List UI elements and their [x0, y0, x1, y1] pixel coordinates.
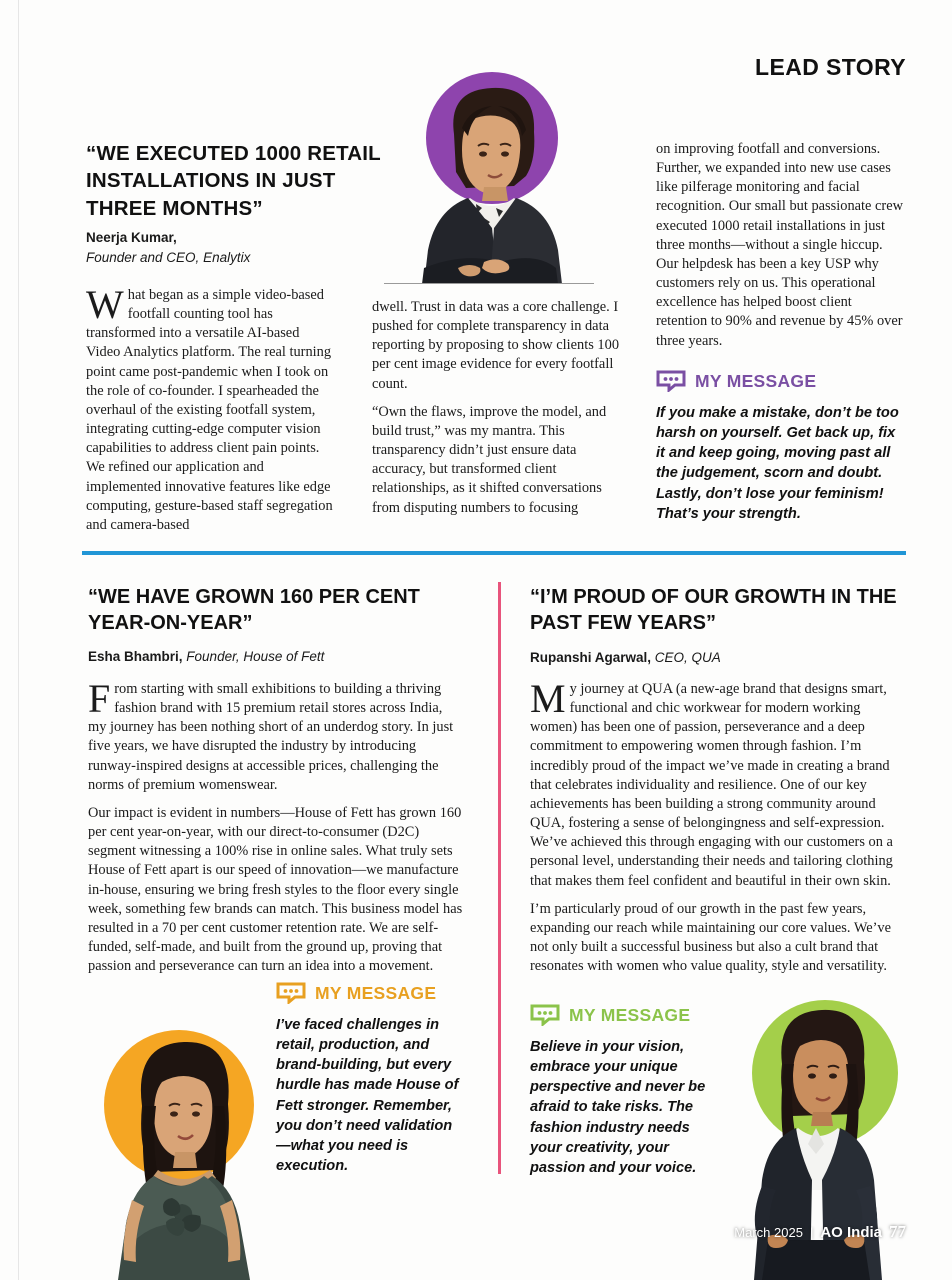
- my-message-header: [530, 1004, 725, 1026]
- my-message-block-lead: [656, 370, 908, 524]
- lead-author-role: Founder and CEO, Enalytix: [86, 249, 251, 265]
- bottom-left-author-role: Founder, House of Fett: [186, 649, 325, 664]
- bottom-right-byline: [530, 650, 906, 665]
- page-title: LEAD STORY: [755, 54, 906, 80]
- portrait-baseline-rule: [384, 283, 594, 284]
- footer-brand: AO India: [820, 1224, 882, 1241]
- bottom-right-author-name: Rupanshi Agarwal,: [530, 650, 652, 665]
- chat-bubble-icon: [530, 1004, 560, 1026]
- paragraph: What began as a simple video-based footfall counting tool has transformed into a versatile AI-based Video Analytics platform. The real turning point came post-pandemic when I took on the role of co-founder. I spearheaded the overhaul of the existing footfall system, integrating cutting-edge computer vision capabilities to address client pain points. We refined our application and implemented innovative features like edge computing, gesture-based staff segregation and camera-based: [86, 282, 333, 533]
- paragraph: From starting with small exhibitions to building a thriving fashion brand with 15 premium retail stores across India, my journey has been nothing short of an underdog story. In just five years, we have disrupted the industry by introducing runway-inspired designs at accessible prices, challenging the norms of premium womenswear.: [88, 676, 454, 793]
- lead-author-name: Neerja Kumar,: [86, 230, 177, 245]
- section-divider-blue: [82, 551, 906, 555]
- bottom-left-body: [88, 676, 464, 985]
- bottom-left-author-name: Esha Bhambri,: [88, 649, 183, 664]
- portrait-esha-bhambri: [82, 1010, 282, 1280]
- portrait-neerja-kumar: [384, 72, 594, 284]
- page-edge-rule: [18, 0, 19, 1280]
- paragraph: Our impact is evident in numbers—House of Fett has grown 160 per cent year-on-year, with our direct-to-consumer (D2C) segment witnessing a 100% rise in online sales. What truly sets House of Fett apart is our speed of innovation—we manufacture in-house, ensuring we bring fresh styles to the floor every single week, something few brands can match. This business model has resulted in a 70 per cent customer retention rate. We are self-funded, self-made, and built from the ground up, proving that passion and perseverance can turn an idea into a movement.: [88, 804, 463, 975]
- lead-byline: [86, 228, 406, 267]
- my-message-header: [276, 982, 466, 1004]
- paragraph: “Own the flaws, improve the model, and build trust,” was my mantra. This transparency didn’t just ensure data accuracy, but transformed client relationships, as it shifted conversations from disputing numbers to focusing: [372, 403, 607, 516]
- my-message-header: [656, 370, 908, 392]
- column-divider-pink: [498, 582, 501, 1174]
- paragraph: dwell. Trust in data was a core challenge. I pushed for complete transparency in data reporting by proposing to show clients 100 per cent image evidence for every footfall count.: [372, 299, 620, 392]
- chat-bubble-icon: [276, 982, 306, 1004]
- my-message-label: MY MESSAGE: [695, 370, 817, 391]
- my-message-label: MY MESSAGE: [569, 1004, 691, 1025]
- bottom-right-author-role: CEO, QUA: [654, 650, 721, 665]
- lead-column-3: [656, 140, 906, 360]
- paragraph: My journey at QUA (a new-age brand that designs smart, functional and chic workwear for modern working women) has been one of passion, perseverance and a deep commitment to empowering women through fashion. I’m incredibly proud of the impact we’ve made in creating a brand that celebrates individuality and resilience. One of our key achievements has been building a strong community around QUA, fostering a sense of belongingness and self-expression. We’ve achieved this through engaging with our customers on a personal level, understanding their needs and tailoring clothing that makes them feel confident and beautiful in their own skin.: [530, 676, 893, 889]
- portrait-illustration: [384, 72, 594, 284]
- my-message-text: I’ve faced challenges in retail, production, and brand-building, but every hurdle has made House of Fett stronger. Remember, you don’t need validation—what you need is execution.: [276, 1017, 459, 1174]
- page-footer: [734, 1222, 906, 1242]
- chat-bubble-icon: [656, 370, 686, 392]
- footer-separator: |: [809, 1225, 814, 1240]
- portrait-illustration: [82, 1010, 282, 1280]
- paragraph: I’m particularly proud of our growth in the past few years, expanding our reach while maintaining our core values. We’ve not only built a successful business but also a cult brand that resonates with women who value quality, style and versatility.: [530, 900, 892, 975]
- footer-page-number: 77: [889, 1222, 906, 1241]
- bottom-right-headline: “I’M PROUD OF OUR GROWTH IN THE PAST FEW YEARS”: [530, 586, 897, 635]
- my-message-block-bottom-right: [530, 1004, 725, 1178]
- my-message-block-bottom-left: [276, 982, 466, 1176]
- lead-column-1: [86, 282, 336, 544]
- lead-headline: “WE EXECUTED 1000 RETAIL INSTALLATIONS IN JUST THREE MONTHS”: [86, 142, 381, 220]
- footer-issue: March 2025: [734, 1225, 803, 1240]
- bottom-right-body: [530, 676, 906, 985]
- lead-column-2: [372, 298, 622, 527]
- my-message-label: MY MESSAGE: [315, 982, 437, 1003]
- my-message-text: If you make a mistake, don’t be too harsh on yourself. Get back up, fix it and keep going, moving past all the judgement, scorn and doubt. Lastly, don’t lose your feminism! That’s your strength.: [656, 405, 899, 522]
- paragraph: on improving footfall and conversions. Further, we expanded into new use cases like pilferage monitoring and facial recognition. Our small but passionate crew executed 1000 retail installations in just three months—without a single hiccup. Our helpdesk has been a key USP why customers rely on us. This operational excellence has helped boost client retention to 90% and revenue by 45% over three years.: [656, 141, 903, 349]
- bottom-left-byline: [88, 649, 468, 664]
- bottom-left-headline: “WE HAVE GROWN 160 PER CENT YEAR-ON-YEAR”: [88, 586, 420, 635]
- my-message-text: Believe in your vision, embrace your unique perspective and never be afraid to take risks. The fashion industry needs your creativity, your passion and your voice.: [530, 1039, 706, 1176]
